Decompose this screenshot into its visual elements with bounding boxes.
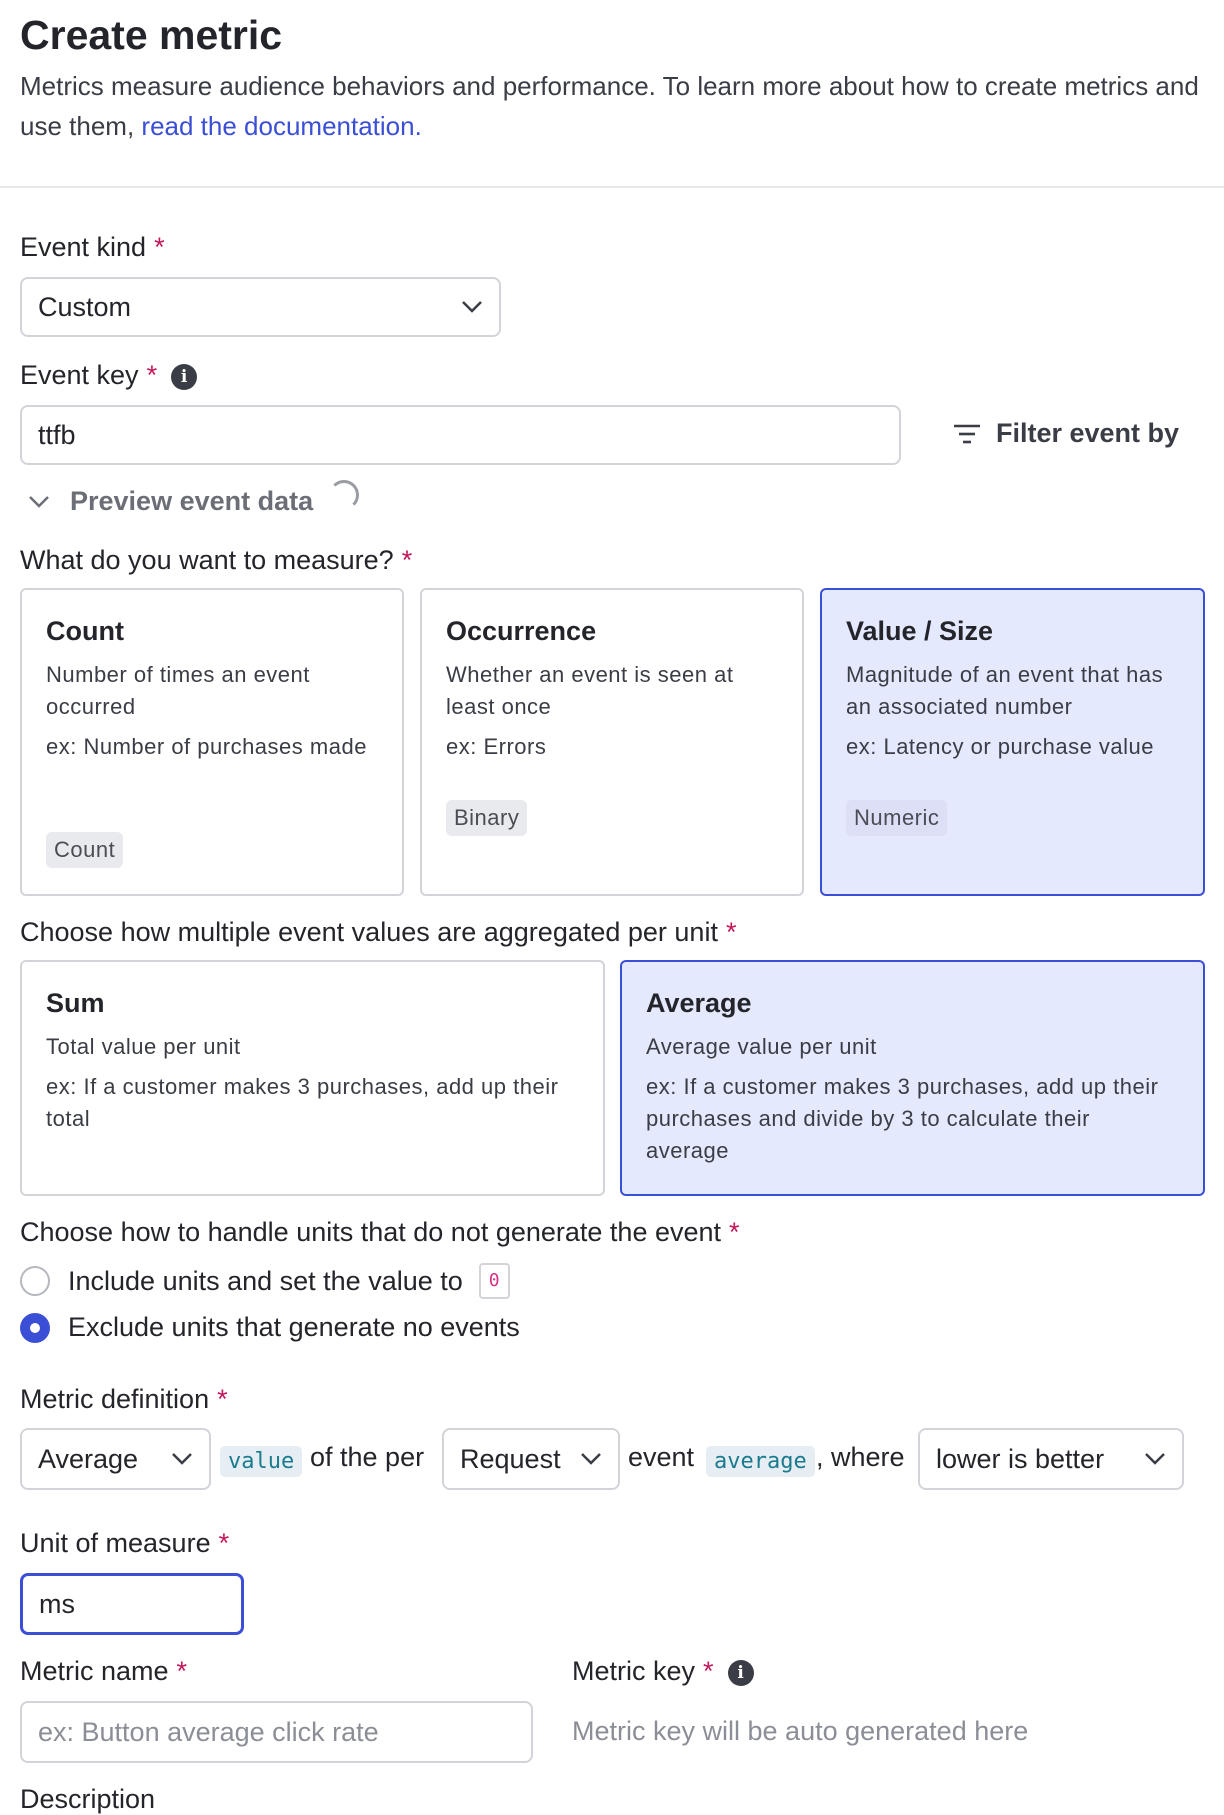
required-marker: * [146, 360, 158, 390]
option-example: ex: Errors [446, 734, 547, 759]
chevron-down-icon [580, 1452, 602, 1466]
metric-name-placeholder: ex: Button average click rate [38, 1716, 379, 1747]
required-marker: * [729, 1217, 740, 1247]
units-handling-label: Choose how to handle units that do not generate the event * [20, 1217, 740, 1247]
required-marker: * [176, 1656, 188, 1686]
option-example: ex: Number of purchases made [46, 734, 367, 759]
filter-event-button[interactable] [952, 418, 1179, 449]
option-badge: Binary [446, 800, 527, 836]
exclude-units-radio[interactable] [20, 1313, 50, 1343]
direction-select[interactable] [918, 1428, 1184, 1490]
required-marker: * [217, 1384, 228, 1414]
info-icon[interactable]: i [728, 1660, 754, 1686]
where-text: , where [816, 1442, 905, 1472]
option-example: ex: If a customer makes 3 purchases, add up their purchases and divide by 3 to calculate their average [646, 1074, 1159, 1163]
option-title: Sum [46, 988, 105, 1018]
event-key-label: Event key * i [20, 360, 197, 391]
option-title: Average [646, 988, 752, 1018]
event-text: event [628, 1442, 695, 1472]
option-title: Count [46, 616, 124, 646]
event-kind-value: Custom [38, 291, 132, 322]
intro-text: Metrics measure audience behaviors and performance. To learn more about how to create metrics and use them, [20, 71, 1199, 141]
option-title: Occurrence [446, 616, 597, 646]
aggregation-label: Choose how multiple event values are aggregated per unit * [20, 917, 737, 947]
event-key-input[interactable] [20, 405, 901, 465]
preview-event-data-toggle[interactable] [28, 486, 359, 517]
measure-option-occurrence[interactable] [420, 588, 804, 896]
measure-option-value-size[interactable] [820, 588, 1205, 896]
metric-definition-label: Metric definition * [20, 1384, 228, 1414]
metric-definition-row [20, 1428, 1210, 1490]
average-chip: average [706, 1446, 815, 1477]
required-marker: * [401, 545, 413, 575]
option-description: Whether an event is seen at least once [446, 662, 734, 719]
required-marker: * [218, 1528, 230, 1558]
exclude-units-option[interactable] [20, 1312, 520, 1343]
chevron-down-icon [1144, 1452, 1166, 1466]
page-intro [20, 66, 1200, 146]
event-kind-label: Event kind * [20, 232, 165, 262]
page-title: Create metric [20, 12, 283, 58]
unit-of-measure-value: ms [39, 1588, 75, 1619]
metric-key-placeholder: Metric key will be auto generated here [572, 1716, 1029, 1746]
required-marker: * [703, 1656, 714, 1686]
filter-event-label: Filter event by [996, 418, 1180, 448]
required-marker: * [154, 232, 165, 262]
aggregate-select[interactable] [20, 1428, 211, 1490]
option-description: Average value per unit [646, 1034, 877, 1059]
metric-key-label: Metric key * i [572, 1656, 754, 1687]
option-badge: Numeric [846, 800, 947, 836]
unit-of-measure-label: Unit of measure * [20, 1528, 230, 1558]
unit-of-measure-input[interactable] [20, 1573, 244, 1635]
documentation-link[interactable]: read the documentation. [141, 111, 422, 141]
default-value-input[interactable]: 0 [479, 1263, 510, 1299]
option-description: Magnitude of an event that has an associated number [846, 662, 1164, 719]
unit-select[interactable] [442, 1428, 620, 1490]
include-units-radio[interactable] [20, 1266, 50, 1296]
aggregation-option-average[interactable] [620, 960, 1205, 1196]
event-kind-select[interactable] [20, 277, 501, 337]
exclude-units-label: Exclude units that generate no events [68, 1312, 520, 1342]
preview-label: Preview event data [70, 486, 314, 516]
chevron-down-icon [28, 495, 50, 509]
value-chip: value [220, 1446, 302, 1477]
option-example: ex: If a customer makes 3 purchases, add up their total [46, 1074, 559, 1131]
info-icon[interactable]: i [171, 364, 197, 390]
include-units-option[interactable] [20, 1263, 510, 1299]
metric-name-label: Metric name * [20, 1656, 188, 1686]
option-description: Total value per unit [46, 1034, 241, 1059]
of-the-per-text: of the per [310, 1442, 425, 1472]
loading-spinner-icon [329, 480, 359, 510]
option-description: Number of times an event occurred [46, 662, 310, 719]
measure-label: What do you want to measure? * [20, 545, 413, 575]
option-title: Value / Size [846, 616, 994, 646]
option-example: ex: Latency or purchase value [846, 734, 1155, 759]
description-label: Description [20, 1784, 156, 1814]
event-key-value: ttfb [38, 419, 76, 450]
filter-icon [952, 422, 982, 446]
aggregate-select-value: Average [38, 1443, 139, 1474]
include-units-label: Include units and set the value to [68, 1265, 463, 1296]
measure-option-count[interactable] [20, 588, 404, 896]
direction-select-value: lower is better [936, 1443, 1105, 1474]
chevron-down-icon [461, 300, 483, 314]
option-badge: Count [46, 832, 123, 868]
metric-name-input[interactable] [20, 1701, 533, 1763]
unit-select-value: Request [460, 1443, 561, 1474]
required-marker: * [725, 917, 737, 947]
header-divider [0, 186, 1224, 188]
aggregation-option-sum[interactable] [20, 960, 605, 1196]
chevron-down-icon [171, 1452, 193, 1466]
